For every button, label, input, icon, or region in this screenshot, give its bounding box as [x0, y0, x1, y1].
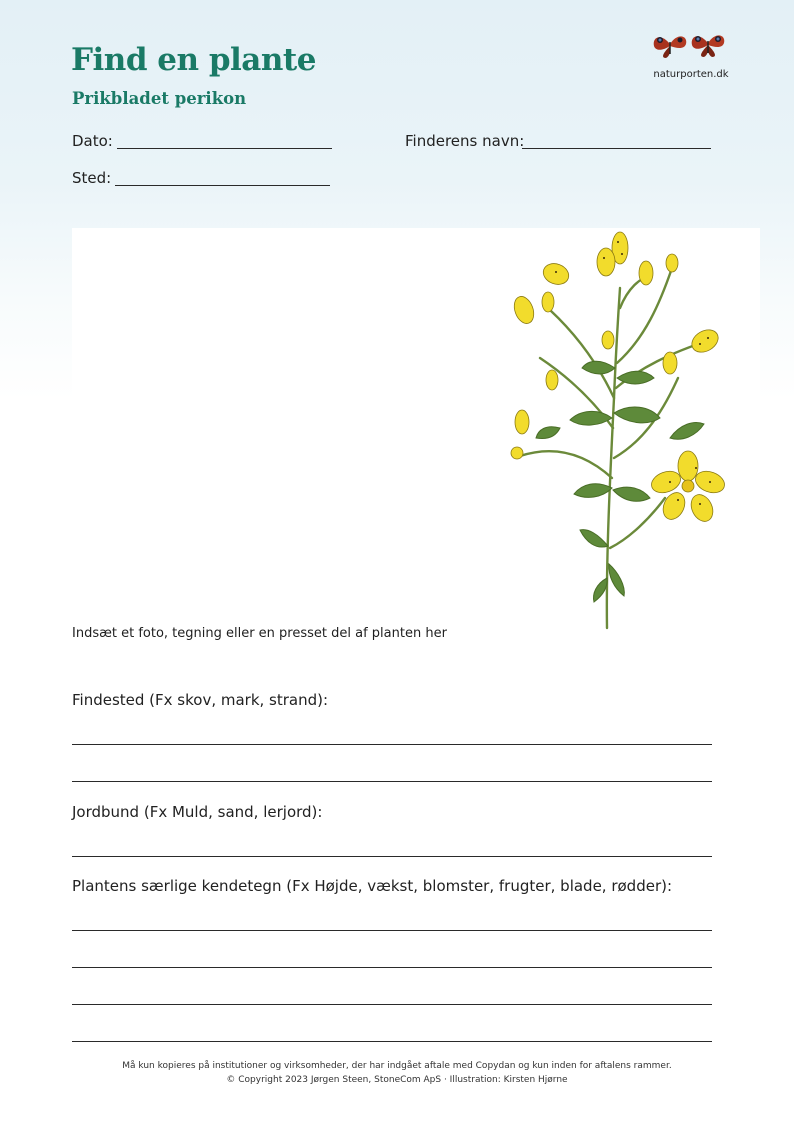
characteristics-answer-line[interactable]	[72, 1041, 712, 1042]
plant-name-subtitle: Prikbladet perikon	[72, 89, 247, 108]
copy-notice: Må kun kopieres på institutioner og virksomheder, der har indgået aftale med Copydan og kun inden for aftalens rammer.	[122, 1061, 672, 1071]
location-answer-line[interactable]	[72, 781, 712, 782]
page-title: Find en plante	[71, 42, 316, 78]
plant-illustration-panel	[500, 228, 760, 638]
place-label: Sted:	[72, 169, 112, 187]
photo-insert-area[interactable]	[72, 228, 504, 623]
characteristics-answer-line[interactable]	[72, 930, 712, 931]
copyright-notice: © Copyright 2023 Jørgen Steen, StoneCom ApS · Illustration: Kirsten Hjørne	[226, 1075, 568, 1085]
finder-name-label: Finderens navn:	[405, 132, 525, 150]
date-label: Dato:	[72, 132, 113, 150]
brand-logo[interactable]	[636, 25, 746, 80]
characteristics-answer-line[interactable]	[72, 967, 712, 968]
characteristics-answer-line[interactable]	[72, 1004, 712, 1005]
location-answer-line[interactable]	[72, 744, 712, 745]
soil-question: Jordbund (Fx Muld, sand, lerjord):	[72, 803, 323, 821]
brand-text: naturporten.dk	[653, 69, 729, 80]
hypericum-plant-illustration-icon	[500, 228, 760, 638]
characteristics-question: Plantens særlige kendetegn (Fx Højde, vækst, blomster, frugter, blade, rødder):	[72, 877, 673, 895]
finder-name-field[interactable]	[522, 148, 711, 149]
photo-caption: Indsæt et foto, tegning eller en presset del af planten her	[72, 626, 447, 641]
location-question: Findested (Fx skov, mark, strand):	[72, 691, 329, 709]
butterfly-icon	[650, 25, 732, 59]
date-field[interactable]	[117, 148, 332, 149]
soil-answer-line[interactable]	[72, 856, 712, 857]
place-field[interactable]	[115, 185, 330, 186]
